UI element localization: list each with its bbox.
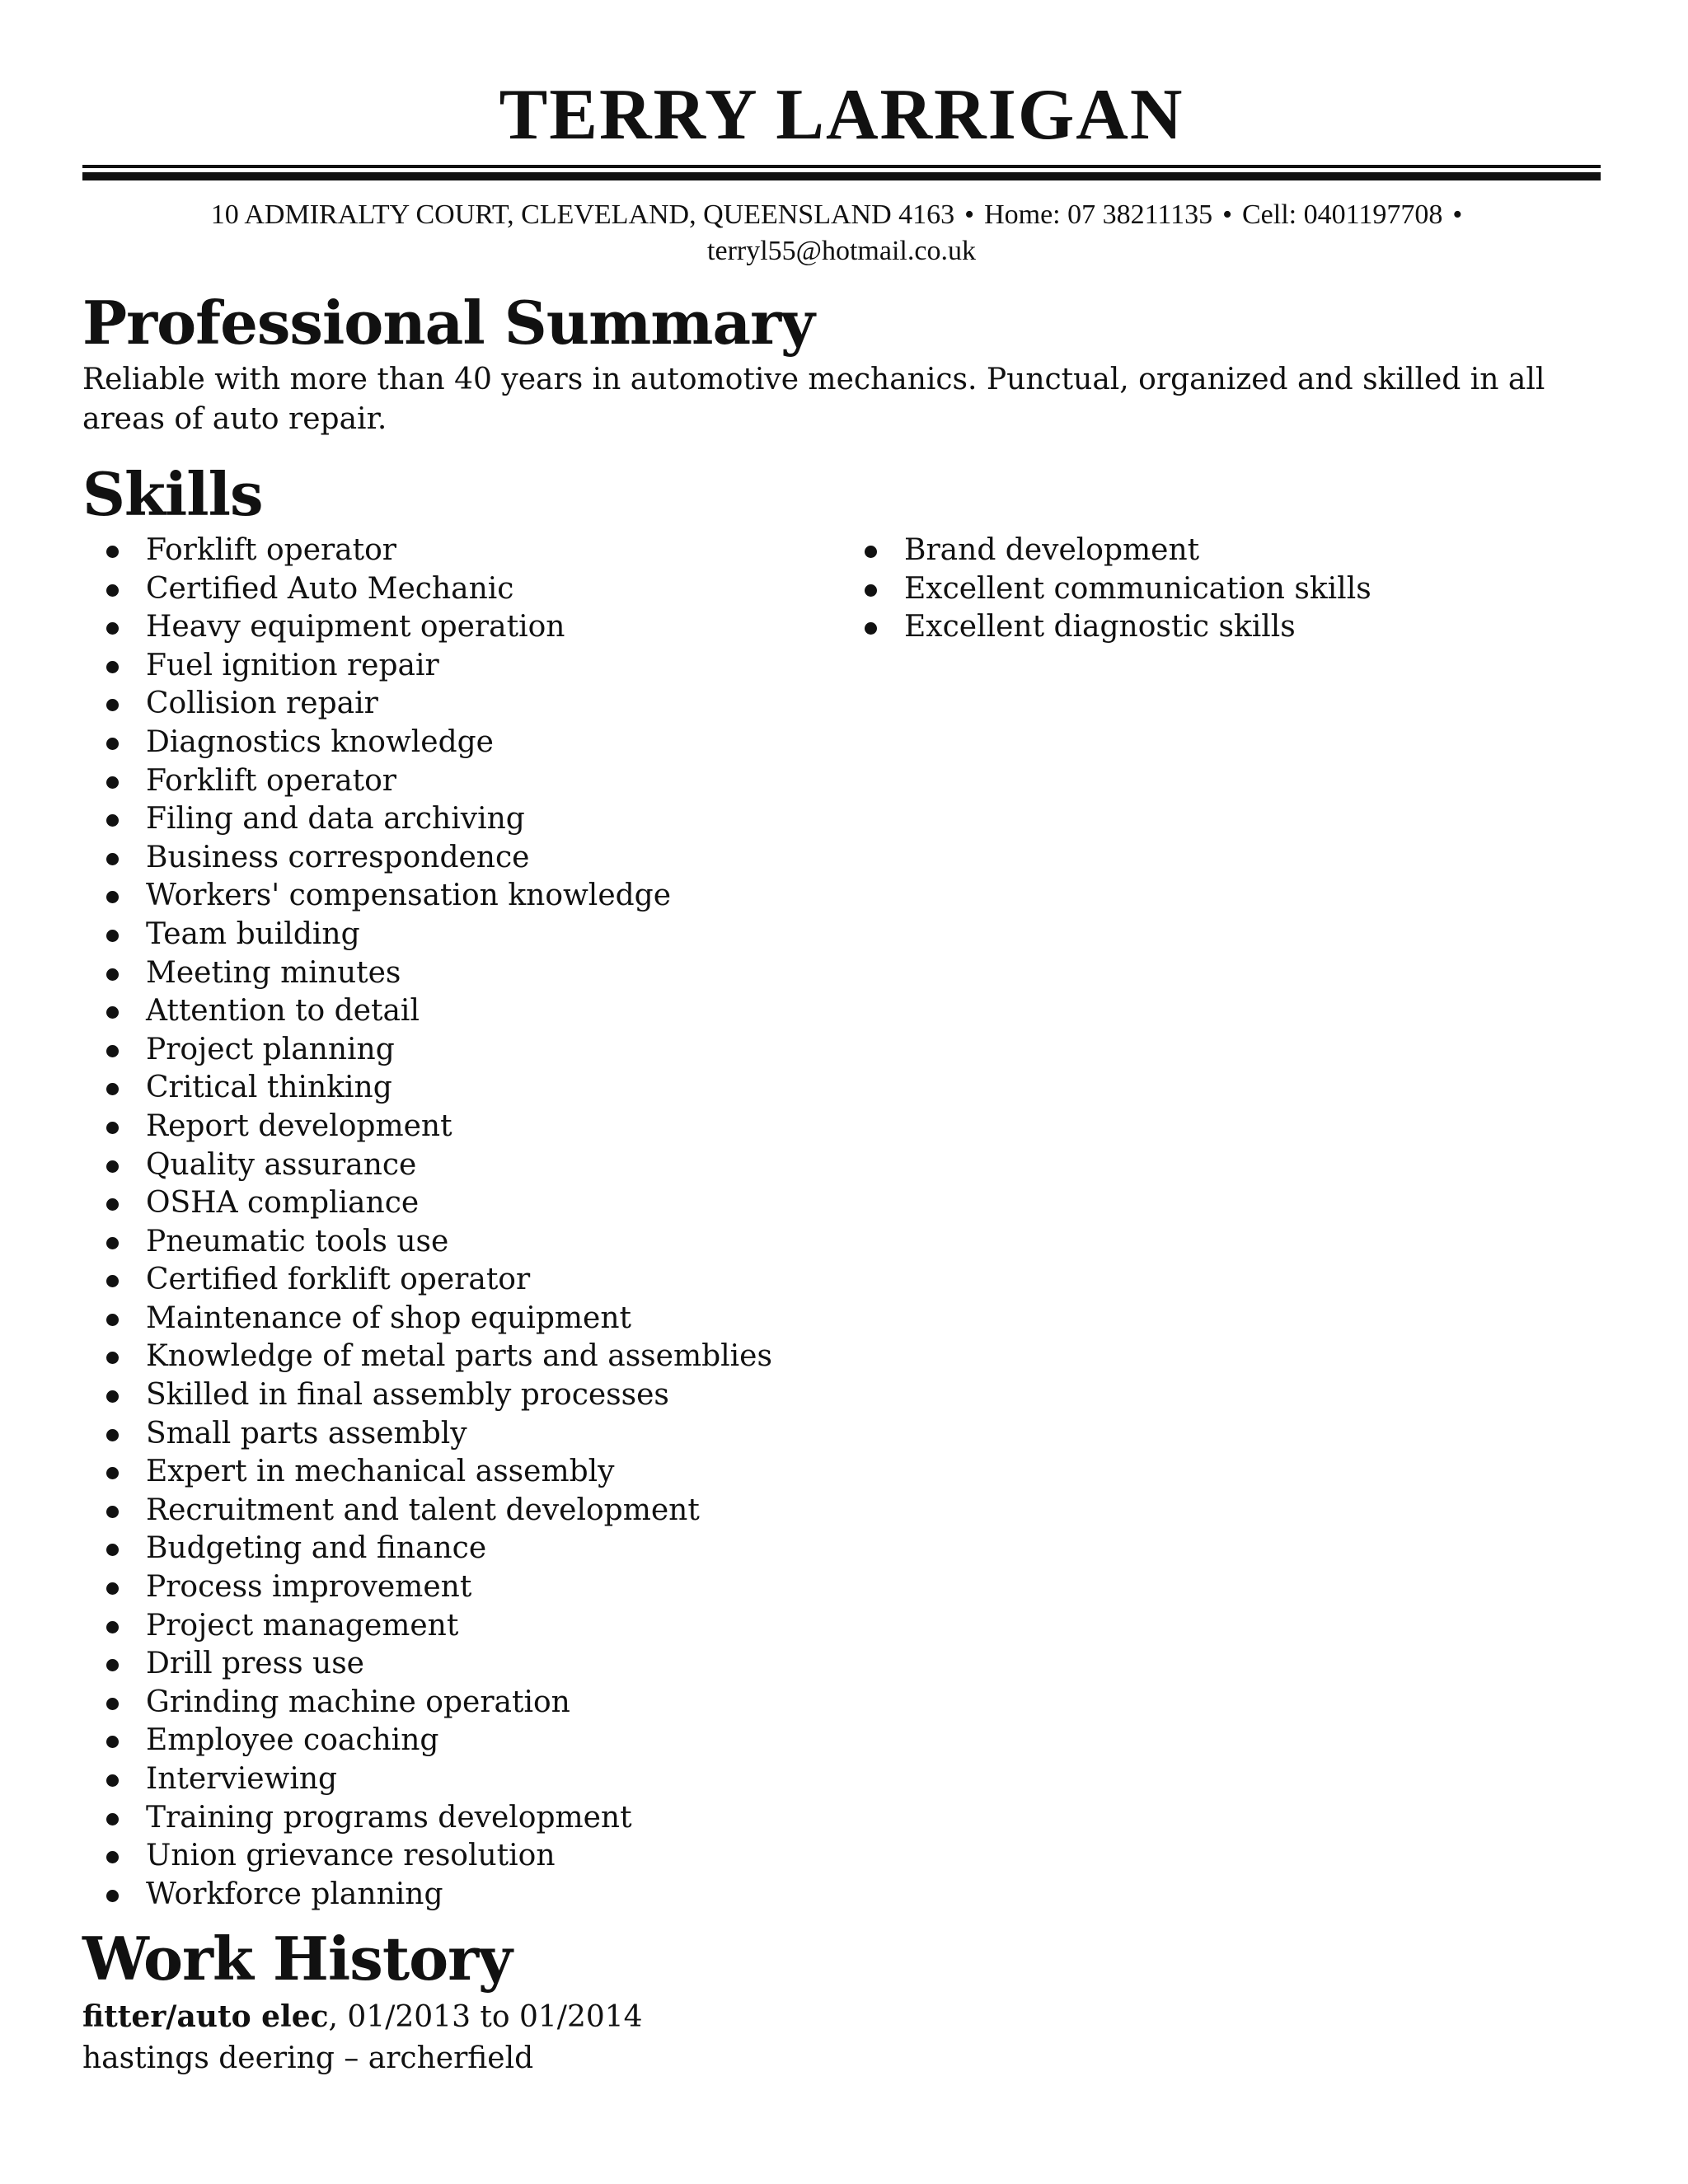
skill-label: Meeting minutes bbox=[146, 955, 401, 990]
candidate-name: TERRY LARRIGAN bbox=[499, 75, 1184, 155]
bullet-icon bbox=[106, 1774, 119, 1787]
skill-label: Union grievance resolution bbox=[146, 1839, 556, 1873]
skill-label: Report development bbox=[146, 1108, 452, 1143]
skill-label: Collision repair bbox=[146, 687, 378, 721]
bullet-icon bbox=[106, 1045, 119, 1057]
contact-info bbox=[82, 197, 1601, 269]
skill-label: Fuel ignition repair bbox=[146, 648, 439, 682]
bullet-icon bbox=[106, 930, 119, 942]
skill-label: Workers' compensation knowledge bbox=[146, 879, 672, 913]
skill-label: Process improvement bbox=[146, 1570, 472, 1605]
bullet-icon bbox=[106, 738, 119, 750]
resume-page bbox=[82, 74, 1601, 2079]
skill-label: Business correspondence bbox=[146, 840, 530, 874]
skill-label: Project management bbox=[146, 1608, 459, 1643]
skill-item bbox=[82, 608, 841, 647]
skill-item bbox=[82, 1722, 841, 1760]
skill-item bbox=[82, 877, 841, 916]
bullet-icon bbox=[106, 1890, 119, 1902]
skill-label: Forklift operator bbox=[146, 763, 397, 798]
skill-label: Small parts assembly bbox=[146, 1416, 467, 1451]
job-entry bbox=[82, 1996, 1601, 2079]
bullet-icon bbox=[106, 1467, 119, 1479]
bullet-icon bbox=[106, 1582, 119, 1595]
skill-label: Expert in mechanical assembly bbox=[146, 1455, 615, 1489]
skill-item bbox=[82, 1760, 841, 1799]
header-rule-thin bbox=[82, 165, 1601, 168]
skills-heading: Skills bbox=[82, 459, 263, 529]
bullet-icon bbox=[106, 1851, 119, 1863]
bullet-icon bbox=[106, 546, 119, 558]
skill-item bbox=[82, 1568, 841, 1607]
skill-label: Attention to detail bbox=[146, 994, 420, 1029]
bullet-icon bbox=[106, 1621, 119, 1633]
bullet-icon bbox=[865, 584, 877, 597]
job-title-line bbox=[82, 1996, 1601, 2038]
job-employer: hastings deering – archerfield bbox=[82, 2041, 534, 2076]
bullet-icon bbox=[106, 1160, 119, 1173]
bullet-icon bbox=[106, 776, 119, 789]
skill-label: Employee coaching bbox=[146, 1723, 439, 1758]
skill-item bbox=[82, 992, 841, 1031]
skill-label: Quality assurance bbox=[146, 1147, 417, 1182]
header-rule-thick bbox=[82, 172, 1601, 180]
skill-label: Budgeting and finance bbox=[146, 1531, 487, 1566]
bullet-icon bbox=[106, 1083, 119, 1095]
skill-item bbox=[82, 839, 841, 878]
skill-label: Excellent communication skills bbox=[904, 571, 1372, 606]
bullet-icon bbox=[106, 968, 119, 981]
skill-label: Grinding machine operation bbox=[146, 1685, 570, 1719]
skill-label: Heavy equipment operation bbox=[146, 610, 565, 644]
bullet-icon bbox=[106, 584, 119, 597]
skill-item bbox=[82, 1492, 841, 1530]
bullet-icon bbox=[106, 1352, 119, 1364]
skill-item bbox=[82, 1031, 841, 1070]
skill-item bbox=[82, 800, 841, 839]
bullet-icon bbox=[106, 1736, 119, 1748]
bullet-icon bbox=[106, 1275, 119, 1287]
skill-item bbox=[82, 1338, 841, 1376]
skill-item bbox=[82, 1376, 841, 1415]
skill-label: Pneumatic tools use bbox=[146, 1224, 449, 1258]
skill-label: Knowledge of metal parts and assemblies bbox=[146, 1339, 772, 1374]
bullet-icon bbox=[106, 1006, 119, 1019]
bullet-icon bbox=[106, 1506, 119, 1518]
skill-label: Diagnostics knowledge bbox=[146, 724, 494, 759]
bullet-icon bbox=[106, 1698, 119, 1710]
contact-home-phone: Home: 07 38211135 bbox=[984, 199, 1213, 230]
bullet-icon bbox=[865, 546, 877, 558]
skill-label: Certified forklift operator bbox=[146, 1263, 531, 1297]
skill-item bbox=[82, 1223, 841, 1262]
skill-label: Critical thinking bbox=[146, 1071, 392, 1105]
skill-item bbox=[82, 1453, 841, 1492]
summary-heading: Professional Summary bbox=[82, 288, 814, 358]
bullet-icon bbox=[106, 1544, 119, 1556]
skill-item bbox=[82, 1415, 841, 1454]
work-history-heading: Work History bbox=[82, 1924, 512, 1994]
skill-item bbox=[82, 762, 841, 801]
skill-item bbox=[82, 532, 841, 570]
contact-cell-phone: Cell: 0401197708 bbox=[1241, 199, 1443, 230]
skill-item bbox=[82, 1146, 841, 1185]
skill-item bbox=[841, 570, 1582, 609]
skill-label: Forklift operator bbox=[146, 533, 397, 567]
bullet-icon bbox=[106, 1122, 119, 1134]
skill-label: Excellent diagnostic skills bbox=[904, 610, 1296, 644]
separator-dot: • bbox=[1452, 199, 1463, 230]
skill-item bbox=[82, 1799, 841, 1838]
skill-item bbox=[841, 608, 1582, 647]
skill-label: Interviewing bbox=[146, 1762, 338, 1796]
skill-item bbox=[82, 1876, 841, 1915]
bullet-icon bbox=[106, 1198, 119, 1211]
bullet-icon bbox=[106, 1390, 119, 1403]
skill-item bbox=[82, 1607, 841, 1646]
skill-label: Skilled in final assembly processes bbox=[146, 1378, 669, 1413]
job-position: fitter/auto elec bbox=[82, 1999, 329, 2035]
bullet-icon bbox=[106, 891, 119, 903]
skill-label: Filing and data archiving bbox=[146, 802, 525, 837]
skill-label: Brand development bbox=[904, 533, 1200, 567]
skill-item bbox=[82, 1645, 841, 1684]
skill-item bbox=[82, 685, 841, 724]
skill-label: Certified Auto Mechanic bbox=[146, 571, 514, 606]
bullet-icon bbox=[106, 1237, 119, 1249]
bullet-icon bbox=[106, 699, 119, 711]
bullet-icon bbox=[106, 1429, 119, 1441]
skill-label: Workforce planning bbox=[146, 1877, 443, 1911]
bullet-icon bbox=[106, 661, 119, 673]
bullet-icon bbox=[106, 1813, 119, 1825]
skills-list bbox=[82, 532, 1601, 1914]
skill-item bbox=[82, 724, 841, 762]
skill-item bbox=[82, 954, 841, 993]
summary-text: Reliable with more than 40 years in automotive mechanics. Punctual, organized and skilled in all areas of auto repair. bbox=[82, 363, 1545, 436]
skill-label: Training programs development bbox=[146, 1800, 632, 1835]
skill-label: Team building bbox=[146, 916, 360, 951]
skill-item bbox=[82, 1069, 841, 1108]
bullet-icon bbox=[106, 853, 119, 865]
skill-label: Drill press use bbox=[146, 1647, 364, 1681]
skill-item bbox=[82, 1837, 841, 1876]
skill-item bbox=[82, 916, 841, 954]
skill-item bbox=[82, 1108, 841, 1146]
skill-item bbox=[841, 532, 1582, 570]
separator-dot: • bbox=[964, 199, 975, 230]
skill-item bbox=[82, 1530, 841, 1568]
skill-label: Project planning bbox=[146, 1032, 395, 1066]
job-dates: , 01/2013 to 01/2014 bbox=[328, 2000, 643, 2035]
skill-item bbox=[82, 1261, 841, 1300]
skill-item bbox=[82, 570, 841, 609]
bullet-icon bbox=[106, 1314, 119, 1326]
skill-item bbox=[82, 1300, 841, 1338]
bullet-icon bbox=[106, 1659, 119, 1671]
contact-email: terryl55@hotmail.co.uk bbox=[707, 236, 976, 266]
skill-item bbox=[82, 1684, 841, 1722]
skill-label: Maintenance of shop equipment bbox=[146, 1301, 631, 1335]
separator-dot: • bbox=[1222, 199, 1232, 230]
bullet-icon bbox=[106, 814, 119, 827]
skill-item bbox=[82, 647, 841, 686]
skills-column-1 bbox=[82, 532, 841, 1914]
contact-address: 10 ADMIRALTY COURT, CLEVELAND, QUEENSLAND 4163 bbox=[210, 199, 955, 230]
bullet-icon bbox=[865, 622, 877, 635]
skill-label: OSHA compliance bbox=[146, 1186, 420, 1221]
skill-label: Recruitment and talent development bbox=[146, 1493, 700, 1527]
skill-item bbox=[82, 1184, 841, 1223]
skills-column-2 bbox=[841, 532, 1582, 1914]
bullet-icon bbox=[106, 622, 119, 635]
